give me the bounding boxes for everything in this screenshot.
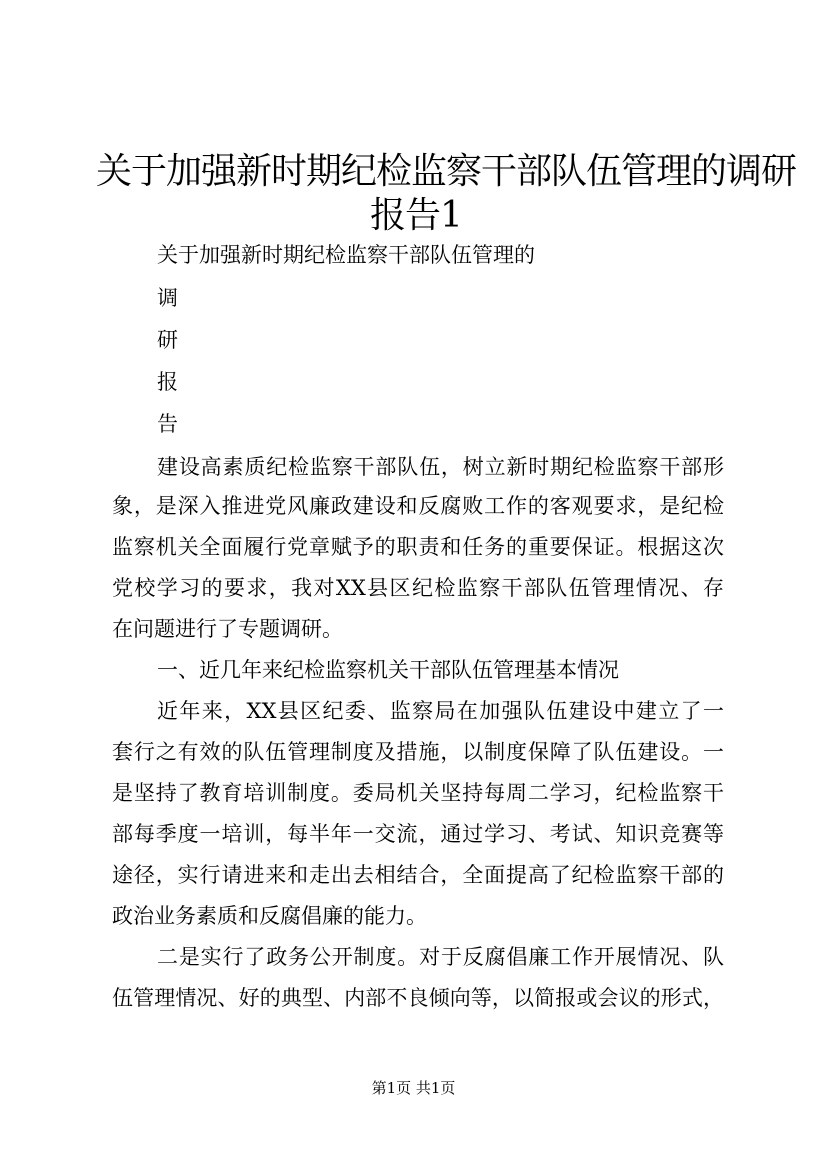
- paragraph-line: 建设高素质纪检监察干部队伍，树立新时期纪检监察干部形: [157, 455, 724, 479]
- section-heading: 一、近几年来纪检监察机关干部队伍管理基本情况: [157, 658, 619, 682]
- subtitle-char: 调: [157, 286, 178, 310]
- subtitle-char: 研: [157, 328, 178, 352]
- paragraph-line: 党校学习的要求，我对XX县区纪检监察干部队伍管理情况、存: [112, 576, 724, 600]
- paragraph-line: 二是实行了政务公开制度。对于反腐倡廉工作开展情况、队: [157, 945, 724, 969]
- paragraph-line: 在问题进行了专题调研。: [112, 617, 343, 641]
- page-footer: 第1页 共1页: [371, 1079, 456, 1097]
- paragraph-line: 套行之有效的队伍管理制度及措施，以制度保障了队伍建设。一: [112, 740, 724, 764]
- document-title-line-1: 关于加强新时期纪检监察干部队伍管理的调研: [96, 151, 797, 192]
- subtitle-char: 告: [157, 412, 178, 436]
- subtitle-char: 报: [157, 370, 178, 394]
- paragraph-line: 途径，实行请进来和走出去相结合，全面提高了纪检监察干部的: [112, 863, 724, 887]
- paragraph-line: 政治业务素质和反腐倡廉的能力。: [112, 904, 427, 928]
- subtitle-line: 关于加强新时期纪检监察干部队伍管理的: [157, 243, 535, 267]
- paragraph-line: 是坚持了教育培训制度。委局机关坚持每周二学习，纪检监察干: [112, 781, 724, 805]
- document-title-line-2: 报告1: [370, 195, 462, 236]
- paragraph-line: 伍管理情况、好的典型、内部不良倾向等，以简报或会议的形式，: [112, 986, 724, 1010]
- paragraph-line: 象，是深入推进党风廉政建设和反腐败工作的客观要求，是纪检: [112, 494, 724, 518]
- paragraph-line: 近年来，XX县区纪委、监察局在加强队伍建设中建立了一: [157, 699, 724, 723]
- paragraph-line: 监察机关全面履行党章赋予的职责和任务的重要保证。根据这次: [112, 535, 724, 559]
- paragraph-line: 部每季度一培训，每半年一交流，通过学习、考试、知识竞赛等: [112, 822, 724, 846]
